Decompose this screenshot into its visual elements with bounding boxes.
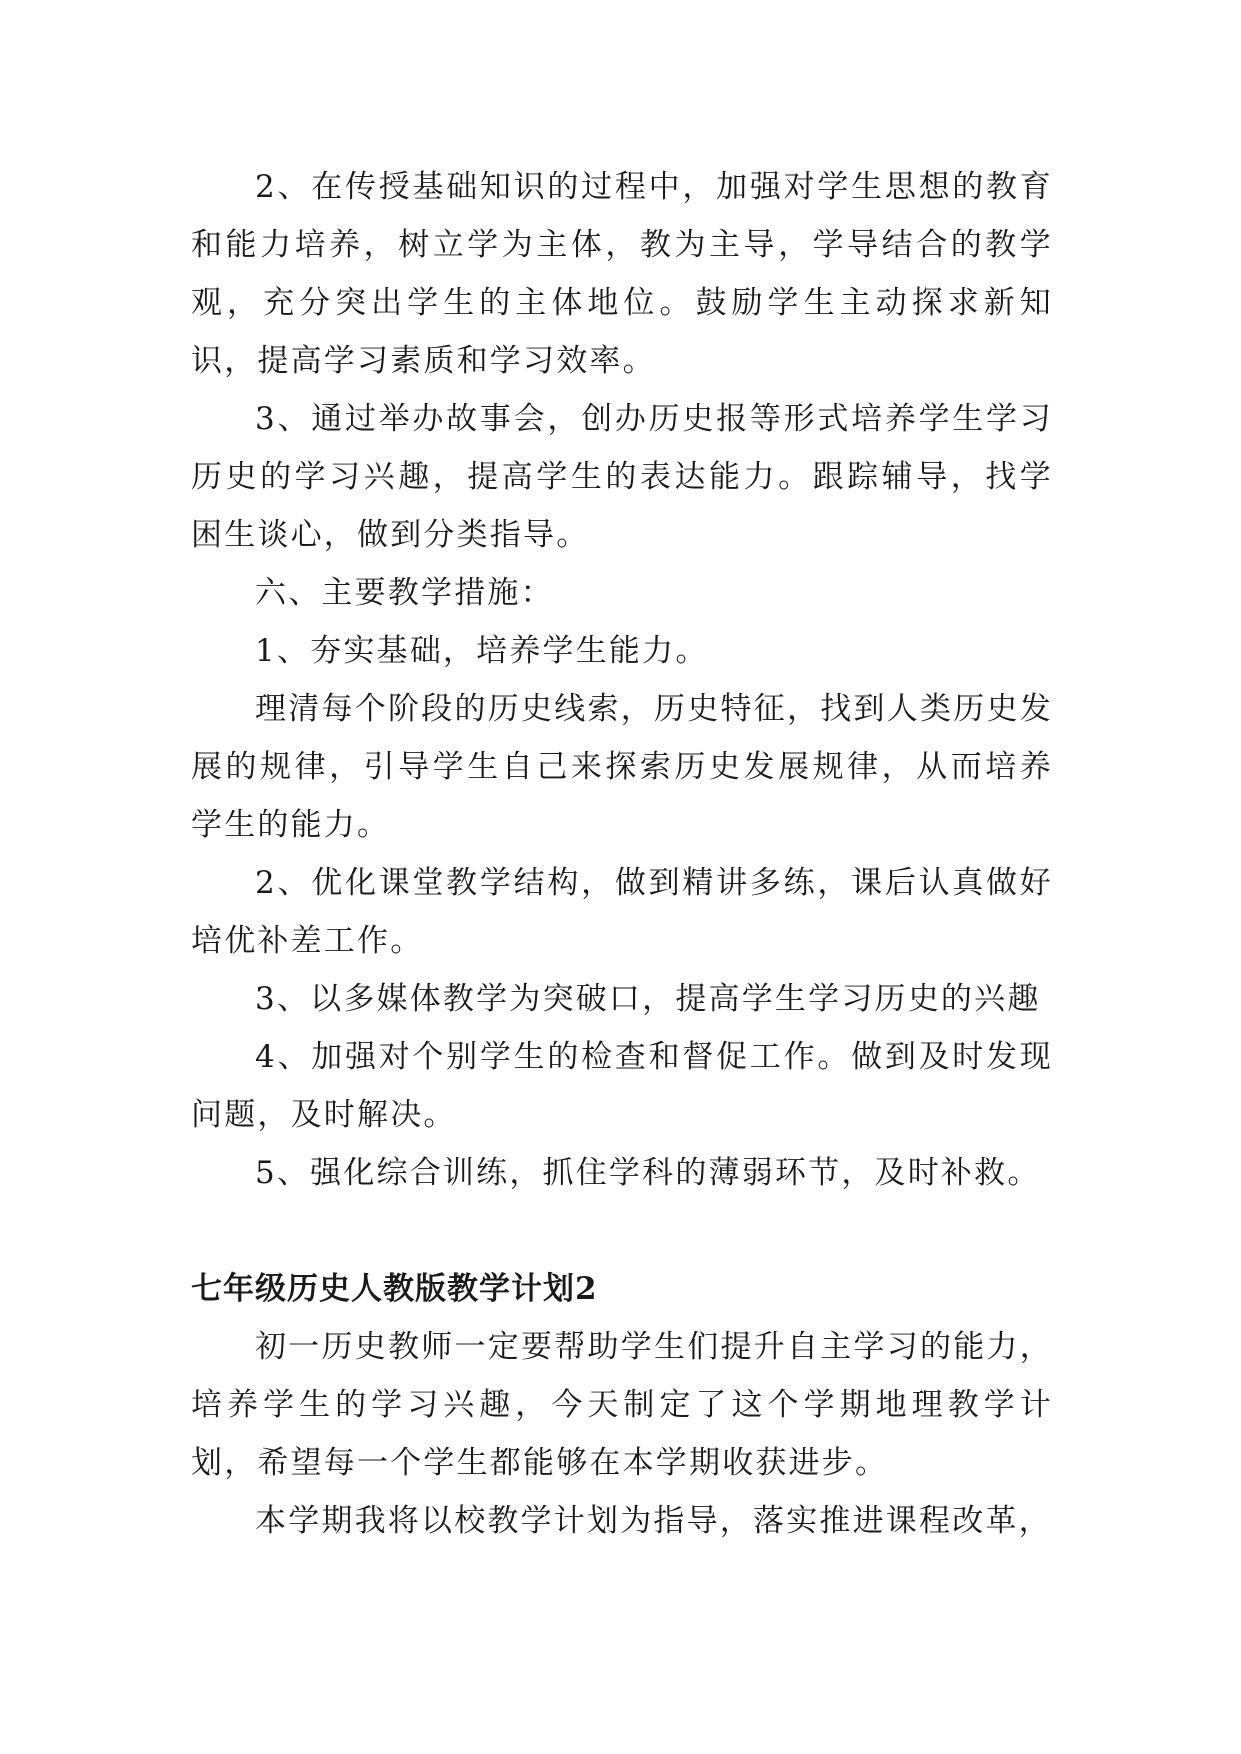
section-title: 七年级历史人教版教学计划2 [191,1271,598,1307]
document-body [191,158,1053,1550]
paragraph-measure-5: 5、强化综合训练，抓住学科的薄弱环节，及时补救。 [255,1155,1041,1191]
paragraph-measure-4: 4、加强对个别学生的检查和督促工作。做到及时发现问题，及时解决。 [191,1039,1053,1133]
paragraph-measure-1: 1、夯实基础，培养学生能力。 [255,633,709,669]
paragraph-measure-1-detail: 理清每个阶段的历史线索，历史特征，找到人类历史发展的规律，引导学生自己来探索历史发展规律，从而培养学生的能力。 [191,691,1053,843]
paragraph-intro: 初一历史教师一定要帮助学生们提升自主学习的能力，培养学生的学习兴趣，今天制定了这个学期地理教学计划，希望每一个学生都能够在本学期收获进步。 [191,1329,1053,1481]
paragraph-semester-plan: 本学期我将以校教学计划为指导，落实推进课程改革， [255,1503,1052,1539]
paragraph-measure-3: 3、以多媒体教学为突破口，提高学生学习历史的兴趣 [255,981,1041,1017]
paragraph-teaching-ideology: 2、在传授基础知识的过程中，加强对学生思想的教育和能力培养，树立学为主体，教为主导，学导结合的教学观，充分突出学生的主体地位。鼓励学生主动探求新知识，提高学习素质和学习效率。 [191,169,1053,379]
paragraph-measure-2: 2、优化课堂教学结构，做到精讲多练，课后认真做好培优补差工作。 [191,865,1053,959]
heading-main-measures: 六、主要教学措施： [255,575,554,611]
paragraph-story-activities: 3、通过举办故事会，创办历史报等形式培养学生学习历史的学习兴趣，提高学生的表达能力。跟踪辅导，找学困生谈心，做到分类指导。 [191,401,1053,553]
